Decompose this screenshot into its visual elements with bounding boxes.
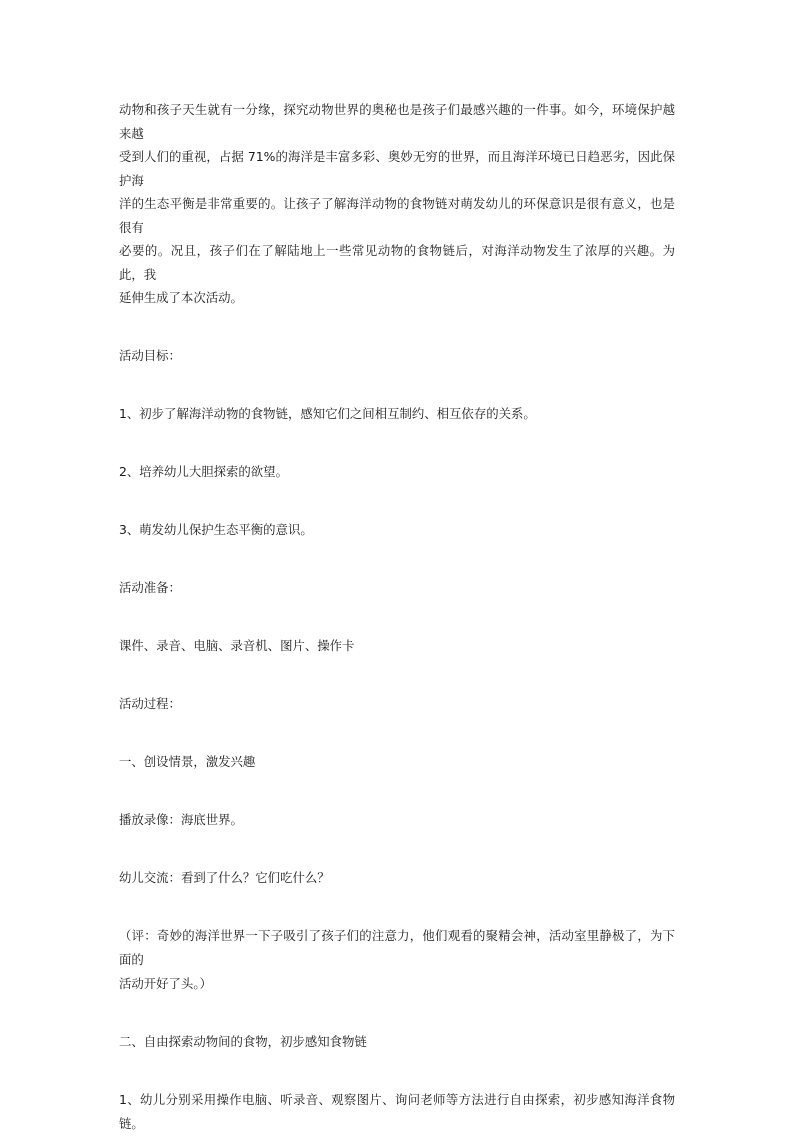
intro-line: 受到人们的重视，占据 71%的海洋是丰富多彩、奥妙无穷的世界，而且海洋环境已日趋恶劣，因此保护海 <box>119 149 675 188</box>
goal-item: 1、初步了解海洋动物的食物链，感知它们之间相互制约、相互依存的关系。 <box>119 405 536 421</box>
goal-item: 2、培养幼儿大胆探索的欲望。 <box>119 463 288 479</box>
prep-heading: 活动准备： <box>119 579 181 595</box>
comment-paragraph <box>119 924 675 996</box>
step-title: 二、自由探索动物间的食物，初步感知食物链 <box>119 1033 367 1049</box>
intro-line: 延伸生成了本次活动。 <box>119 290 243 305</box>
document-body <box>119 98 675 1136</box>
intro-line: 必要的。况且，孩子们在了解陆地上一些常见动物的食物链后，对海洋动物发生了浓厚的兴趣。为此，我 <box>119 243 675 282</box>
prep-items: 课件、录音、电脑、录音机、图片、操作卡 <box>119 637 355 653</box>
process-heading: 活动过程： <box>119 695 181 711</box>
step-text: 幼儿交流：看到了什么？它们吃什么？ <box>119 869 330 885</box>
comment-line: （评：奇妙的海洋世界一下子吸引了孩子们的注意力，他们观看的聚精会神，活动室里静极了，为下面的 <box>119 927 675 967</box>
step-title: 一、创设情景，激发兴趣 <box>119 753 256 769</box>
goal-item: 3、萌发幼儿保护生态平衡的意识。 <box>119 521 313 537</box>
intro-paragraph <box>119 98 675 310</box>
comment-line: 活动开好了头。） <box>119 975 212 991</box>
step-text: 1、幼儿分别采用操作电脑、听录音、观察图片、询问老师等方法进行自由探索，初步感知海洋食物链。 <box>119 1091 675 1131</box>
goals-heading: 活动目标： <box>119 347 181 363</box>
intro-line: 动物和孩子天生就有一分缘，探究动物世界的奥秘也是孩子们最感兴趣的一件事。如今，环境保护越来越 <box>119 102 675 141</box>
intro-line: 洋的生态平衡是非常重要的。让孩子了解海洋动物的食物链对萌发幼儿的环保意识是很有意义，也是很有 <box>119 196 675 235</box>
step-text: 播放录像：海底世界。 <box>119 811 243 827</box>
